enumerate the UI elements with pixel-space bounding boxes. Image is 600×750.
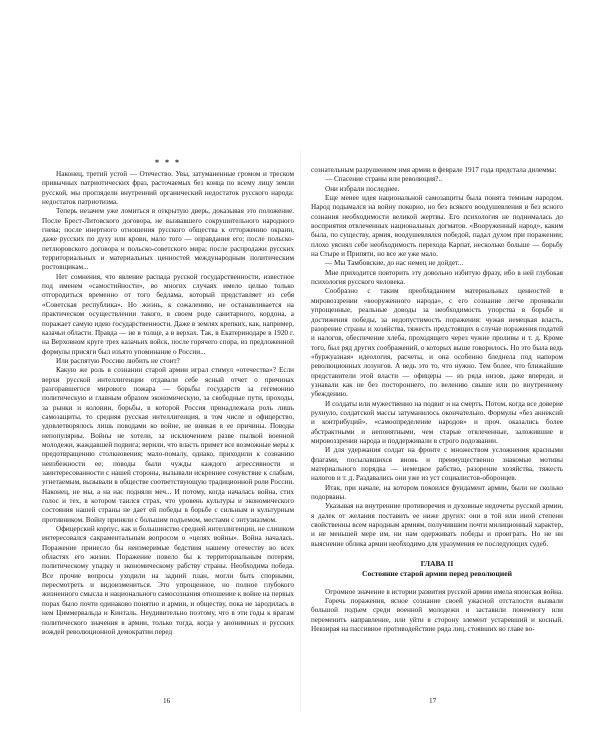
chapter-subtitle: Состояние старой армии перед революцией: [362, 569, 512, 579]
section-separator: * * *: [155, 158, 181, 167]
paragraph: Итак, при начале, на котором покоился фундамент армии, были не сколько подорваны.: [311, 483, 563, 502]
paragraph: И солдаты или мужественно на подвиг и на смерть. Потом, когда все доверие рухнуло, солдатской массы затуманилось окончательно. Формулы «без аннексий и контрибуций», «самоопределение народов» и проч. оказались более абстрактными и непонятными, чем старые отвлеченные, заложившие в мировоззрении народа и поддерживали в строго подозвании.: [311, 399, 563, 445]
page-gutter: [300, 150, 301, 710]
paragraph: сознательным разрушением имя армии в феврале 1917 года предстала дилемма:: [311, 166, 557, 174]
paragraph: Сообразно с таким преобладанием материальных ценностей в мировоззрении «вооруженного народа», с его сознание легче проникали упрощенные, реальные доводы за необходимость упорства в борьбе и достижения победы, за недопустимость поражения: чужая немецкая власть, разорение страны и хозяйства, тяжесть предстоящих в случае поражения податей и налогов, обеспечение хлеба, проходящего через чужие проливы и т. д. Кроме того, был ряд других соображений, о которых выше говорилось. Но это была ведь «буржуазная» идеология, расчеты, и она особенно бледнела под напором революционных лозунгов. А ведь это то, что нужно. Тем более, что ближайшие представители этой власти — офицеры — из ряда низов, даже впереди, и узнавали как не без постороннего, по велению свыше или по внутреннему убеждению.: [311, 287, 563, 399]
paragraph: Какую же роль в сознании старой армии играл стимул «отечества»? Если верхи русской интеллигенции отдавали себе ясный отчет о причинах разгоравшегося мирового пожара — борьбы государств за гегемонию политическую и главным образом экономическую, за свободные пути, проходы, за рынки и колонии, борьбы, в которой Россия принадлежала роль лишь самозащиты, то средняя русская интеллигенция, в том числе и офицерство, удовлетворялось лишь поводами ко войне, не вникая в ее причины. Поводы непопулярны. Войны не хотели, за исключением разве пылкой военной молодежи, жаждавшей подвига; верили, что власть примет все возможные меры к предотвращению столкновения; мало-помалу, однако, приходили к сознанию неизбежности ее; поводы были чужды каждого агрессивности и заинтересованности с нашей стороны, вызывали искреннее сочувствие к слабым, угнетаемым, вызывали в обществе соответствующую традиционной роли России. Наконец, не мы, а на нас подняли меч... И потому, когда началась война, стих голос и тех, в котором таился страх, что уровень культуры и экономического состояния нашей страны не дает ей победы в борьбе с сильным и культурным противником. Войну приняли с большим подъемом, местами с энтузиазмом.: [42, 366, 294, 524]
paragraph: Нет сомнения, что явление распада русской государственности, известное под именем «самостийности», во многих случаях имело целью только отгородиться временно от того бедлама, который представляет из себя «Советская республика». Но жизнь, к сожалению, не останавливается на практическом осуществлении такого, в своем роде санитарного, кордона, а поражает самую идею государственности. Даже в землях крепких, как, например, казачьи области. Правда — не в толще, а в верхах. Так, в Екатеринодаре в 1920 г. на Верховном круге трех казачьих войск, после горячего спора, из предложенной формулы присяги был изъято упоминание о России...: [42, 272, 294, 356]
paragraph: Горечь поражения, ясное сознание своей ужасной отсталости вызвали большой подъем среди военной молодежи и заставили понемногу или переменить направление, или уйти в сторону элемент устаревший и косный. Невзирая на пассивное противодействие ряда лиц, стоявших во главе во-: [311, 597, 563, 634]
left-page-column: [42, 162, 294, 637]
paragraph: Огромное значение в истории развития русской армии имела японская война.: [325, 587, 563, 596]
paragraph: Еще менее идея национальной самозащиты была понята темным народом. Народ подымался на войну покорно, но без всякого воодушевления и без ясного сознания необходимости великой жертвы. Его психология не поднималась до восприятия отвлеченных национальных догматов. «Вооруженный народ», каким была, по существу, армия, воодушевлялся победой, падал духом при поражении; плохо уяснял себе необходимость перехода Карпат, несколько больше — борьбу на Стыре и Припяти, но все же уже мало.: [311, 194, 563, 259]
paragraph: Указывая на внутренние противоречия и духовные недочеты русской армии, я далек от желания поставить ее ниже других: они в той или иной степени свойственны всем народным армиям, получившим почти милиционный характер, и не меньшей мере им, ни нам одерживать победы и проиграть. Но не ни выяснение облика армии необходимо для уразумения ее последующих судеб.: [311, 502, 563, 548]
paragraph: Мне приходится повторить эту довольно избитую фразу, ибо в ней глубокая психология русского человека.: [311, 268, 563, 287]
right-page-column: [311, 166, 563, 635]
paragraph: Наконец, третий устой — Отечество. Увы, затуманенные громом и треском привычных патриотических фраз, расточаемых без конца по всему лицу земли русской, мы проглядели внутренний органический недостаток русского народа: недостаток патриотизма.: [42, 170, 294, 207]
chapter-title: ГЛАВА II: [420, 559, 454, 569]
paragraph: Они избрали последнее.: [325, 184, 400, 193]
paragraph: И для удержания солдат на фронте с множеством усложнения красными флагами, посылавшихся вновь и преимущественно знакомые мотивы материального порядка — немецкое рабство, разорение хозяйства, тяжесть налогов и т. д. Раздавались они уже из уст социалистов-оборонцев.: [311, 446, 563, 483]
page-number-right: 17: [429, 697, 437, 705]
paragraph: — Мы Тамбовские, до нас немец не дойдет...: [325, 259, 464, 268]
page-number-left: 16: [163, 697, 171, 705]
paragraph: Офицерский корпус, как и большинство средней интеллигенции, не слишком интересовался сакраментальным вопросом о «целях войны». Война началась. Поражение принесло бы неизмеримые бедствия нашему отечеству во всех областях его жизни. Поражение повело бы к территориальным потерям, политическому упадку и экономическому рабству страны. Необходима победа. Все прочие вопросы уходили на задний план, могли быть спорными, пересмотреть и видоизмениться. Это упрощенное, но полное глубокого жизненного смысла и национального самосознания отношение к войне на первых порах было почти одинаково понятно и армии, и обществу, пока не зародилась в нем Циммервальда и Кинталь. Неудивительно поэтому, что в эти годы к врагам политического значения в армии, только тогда, когда у анонимных и русских вождей революционной демократии перед: [42, 525, 294, 636]
paragraph: Теперь незачем уже ломиться в открытую дверь, доказывая это положение. После Брест-Литовского договора, не вызвавшего сокрушительного народного гнева; после инертного отношения русского общества к отторжению окраин, даже русских по духу или крови, мало того — оправдания его; после польско-петлюровского договора и польско-советского мира; после распродажи русских территориальных и материальных ценностей международным политическим ростовщикам...: [42, 207, 294, 272]
paragraph: Или распятую Россию любить не стоит?: [56, 356, 180, 365]
paragraph: — Спасение страны или революция?..: [325, 175, 443, 184]
